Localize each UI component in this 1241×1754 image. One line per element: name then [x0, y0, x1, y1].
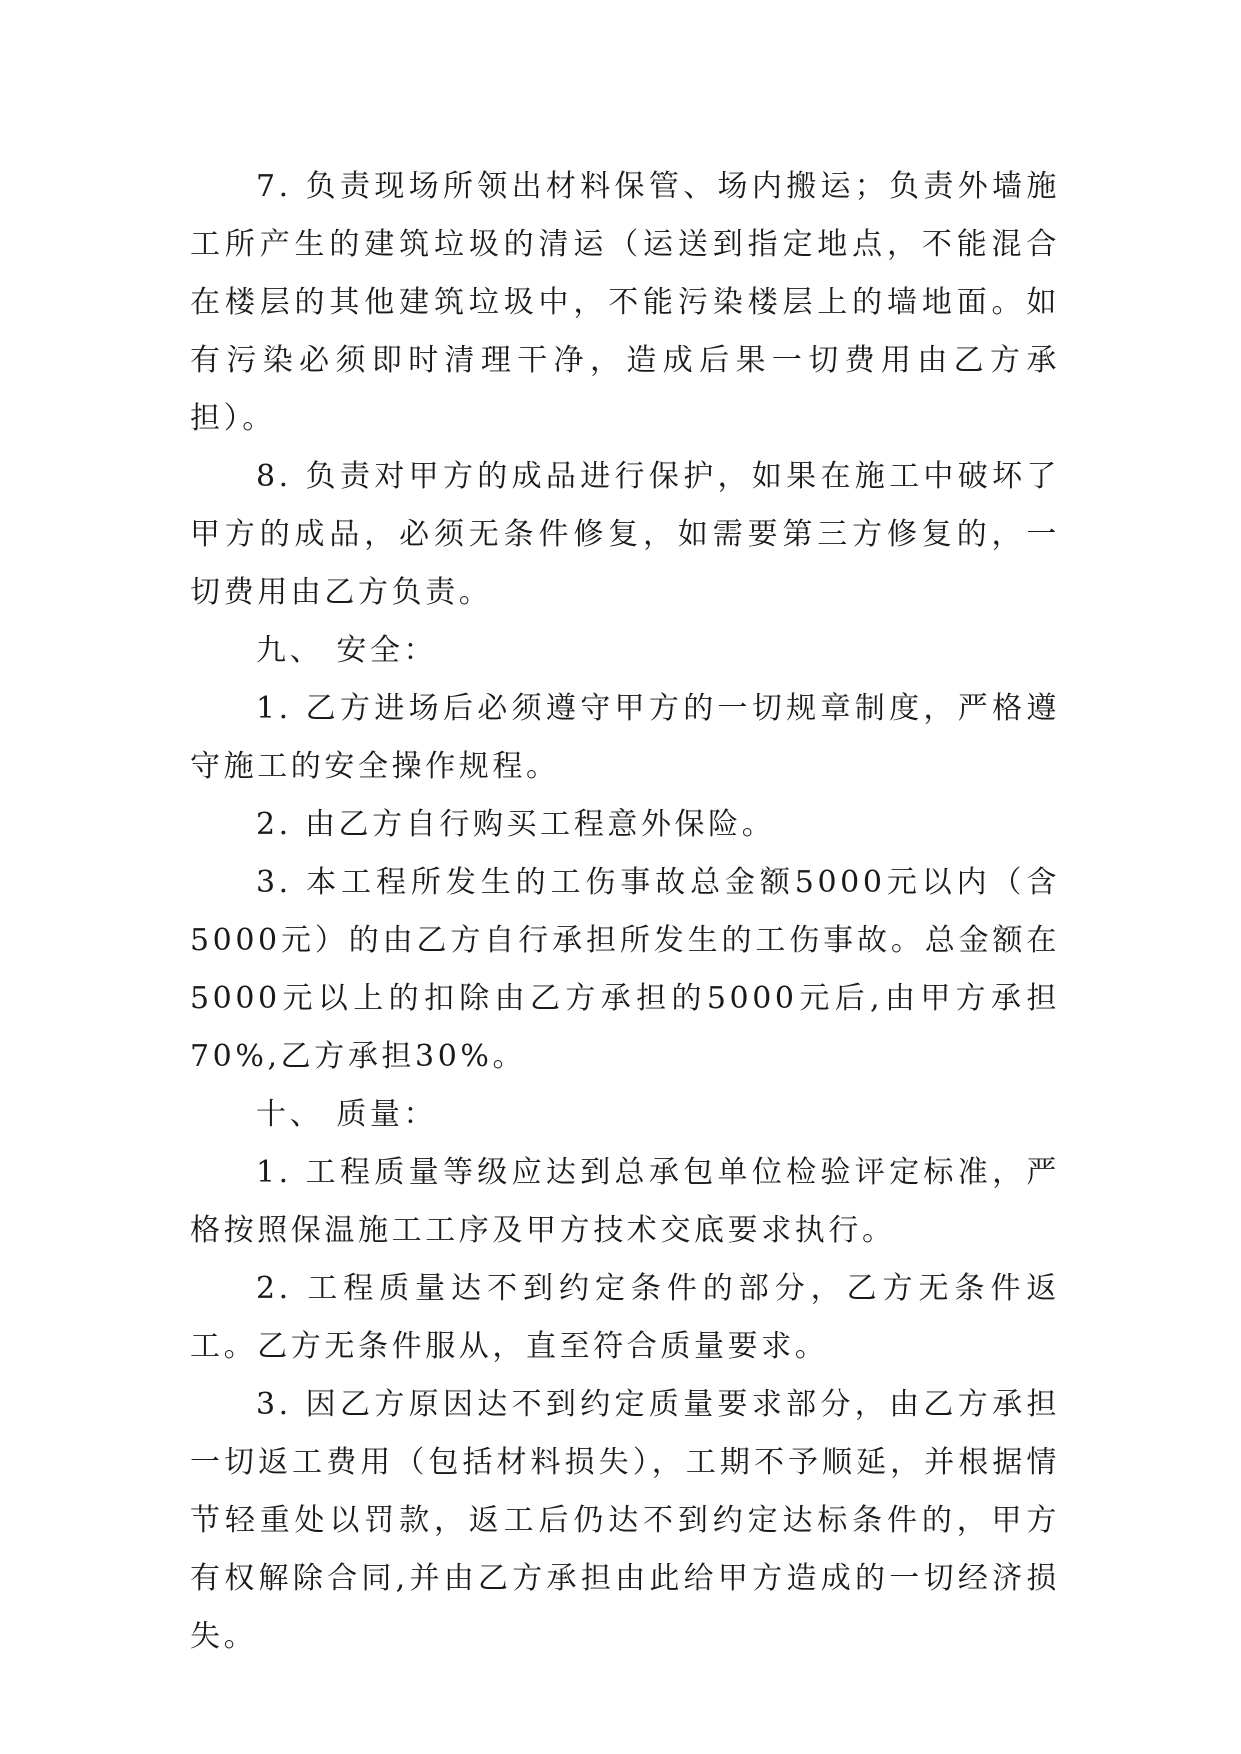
section-heading-quality: 十、 质量： — [256, 1097, 438, 1132]
clause-paragraph: 3. 本工程所发生的工伤事故总金额5000元以内（含5000元）的由乙方自行承担所发生的工伤事故。总金额在5000元以上的扣除由乙方承担的5000元后,由甲方承担70%,乙方承担30%。 — [190, 865, 1060, 1074]
clause-paragraph: 1. 工程质量等级应达到总承包单位检验评定标准，严格按照保温施工工序及甲方技术交底要求执行。 — [190, 1155, 1060, 1248]
clause-paragraph: 1. 乙方进场后必须遵守甲方的一切规章制度，严格遵守施工的安全操作规程。 — [190, 691, 1060, 784]
document-body — [190, 158, 1060, 1666]
clause-paragraph: 3. 因乙方原因达不到约定质量要求部分，由乙方承担一切返工费用（包括材料损失），工期不予顺延，并根据情节轻重处以罚款，返工后仍达不到约定达标条件的，甲方有权解除合同,并由乙方承担由此给甲方造成的一切经济损失。 — [190, 1387, 1060, 1654]
clause-paragraph: 8. 负责对甲方的成品进行保护，如果在施工中破坏了甲方的成品，必须无条件修复，如需要第三方修复的，一切费用由乙方负责。 — [190, 459, 1060, 610]
clause-paragraph: 2. 工程质量达不到约定条件的部分，乙方无条件返工。乙方无条件服从，直至符合质量要求。 — [190, 1271, 1060, 1364]
section-heading-safety: 九、 安全： — [256, 633, 438, 668]
clause-paragraph: 2. 由乙方自行购买工程意外保险。 — [256, 807, 776, 842]
clause-paragraph: 7. 负责现场所领出材料保管、场内搬运；负责外墙施工所产生的建筑垃圾的清运（运送到指定地点，不能混合在楼层的其他建筑垃圾中，不能污染楼层上的墙地面。如有污染必须即时清理干净，造成后果一切费用由乙方承担）。 — [190, 169, 1060, 436]
